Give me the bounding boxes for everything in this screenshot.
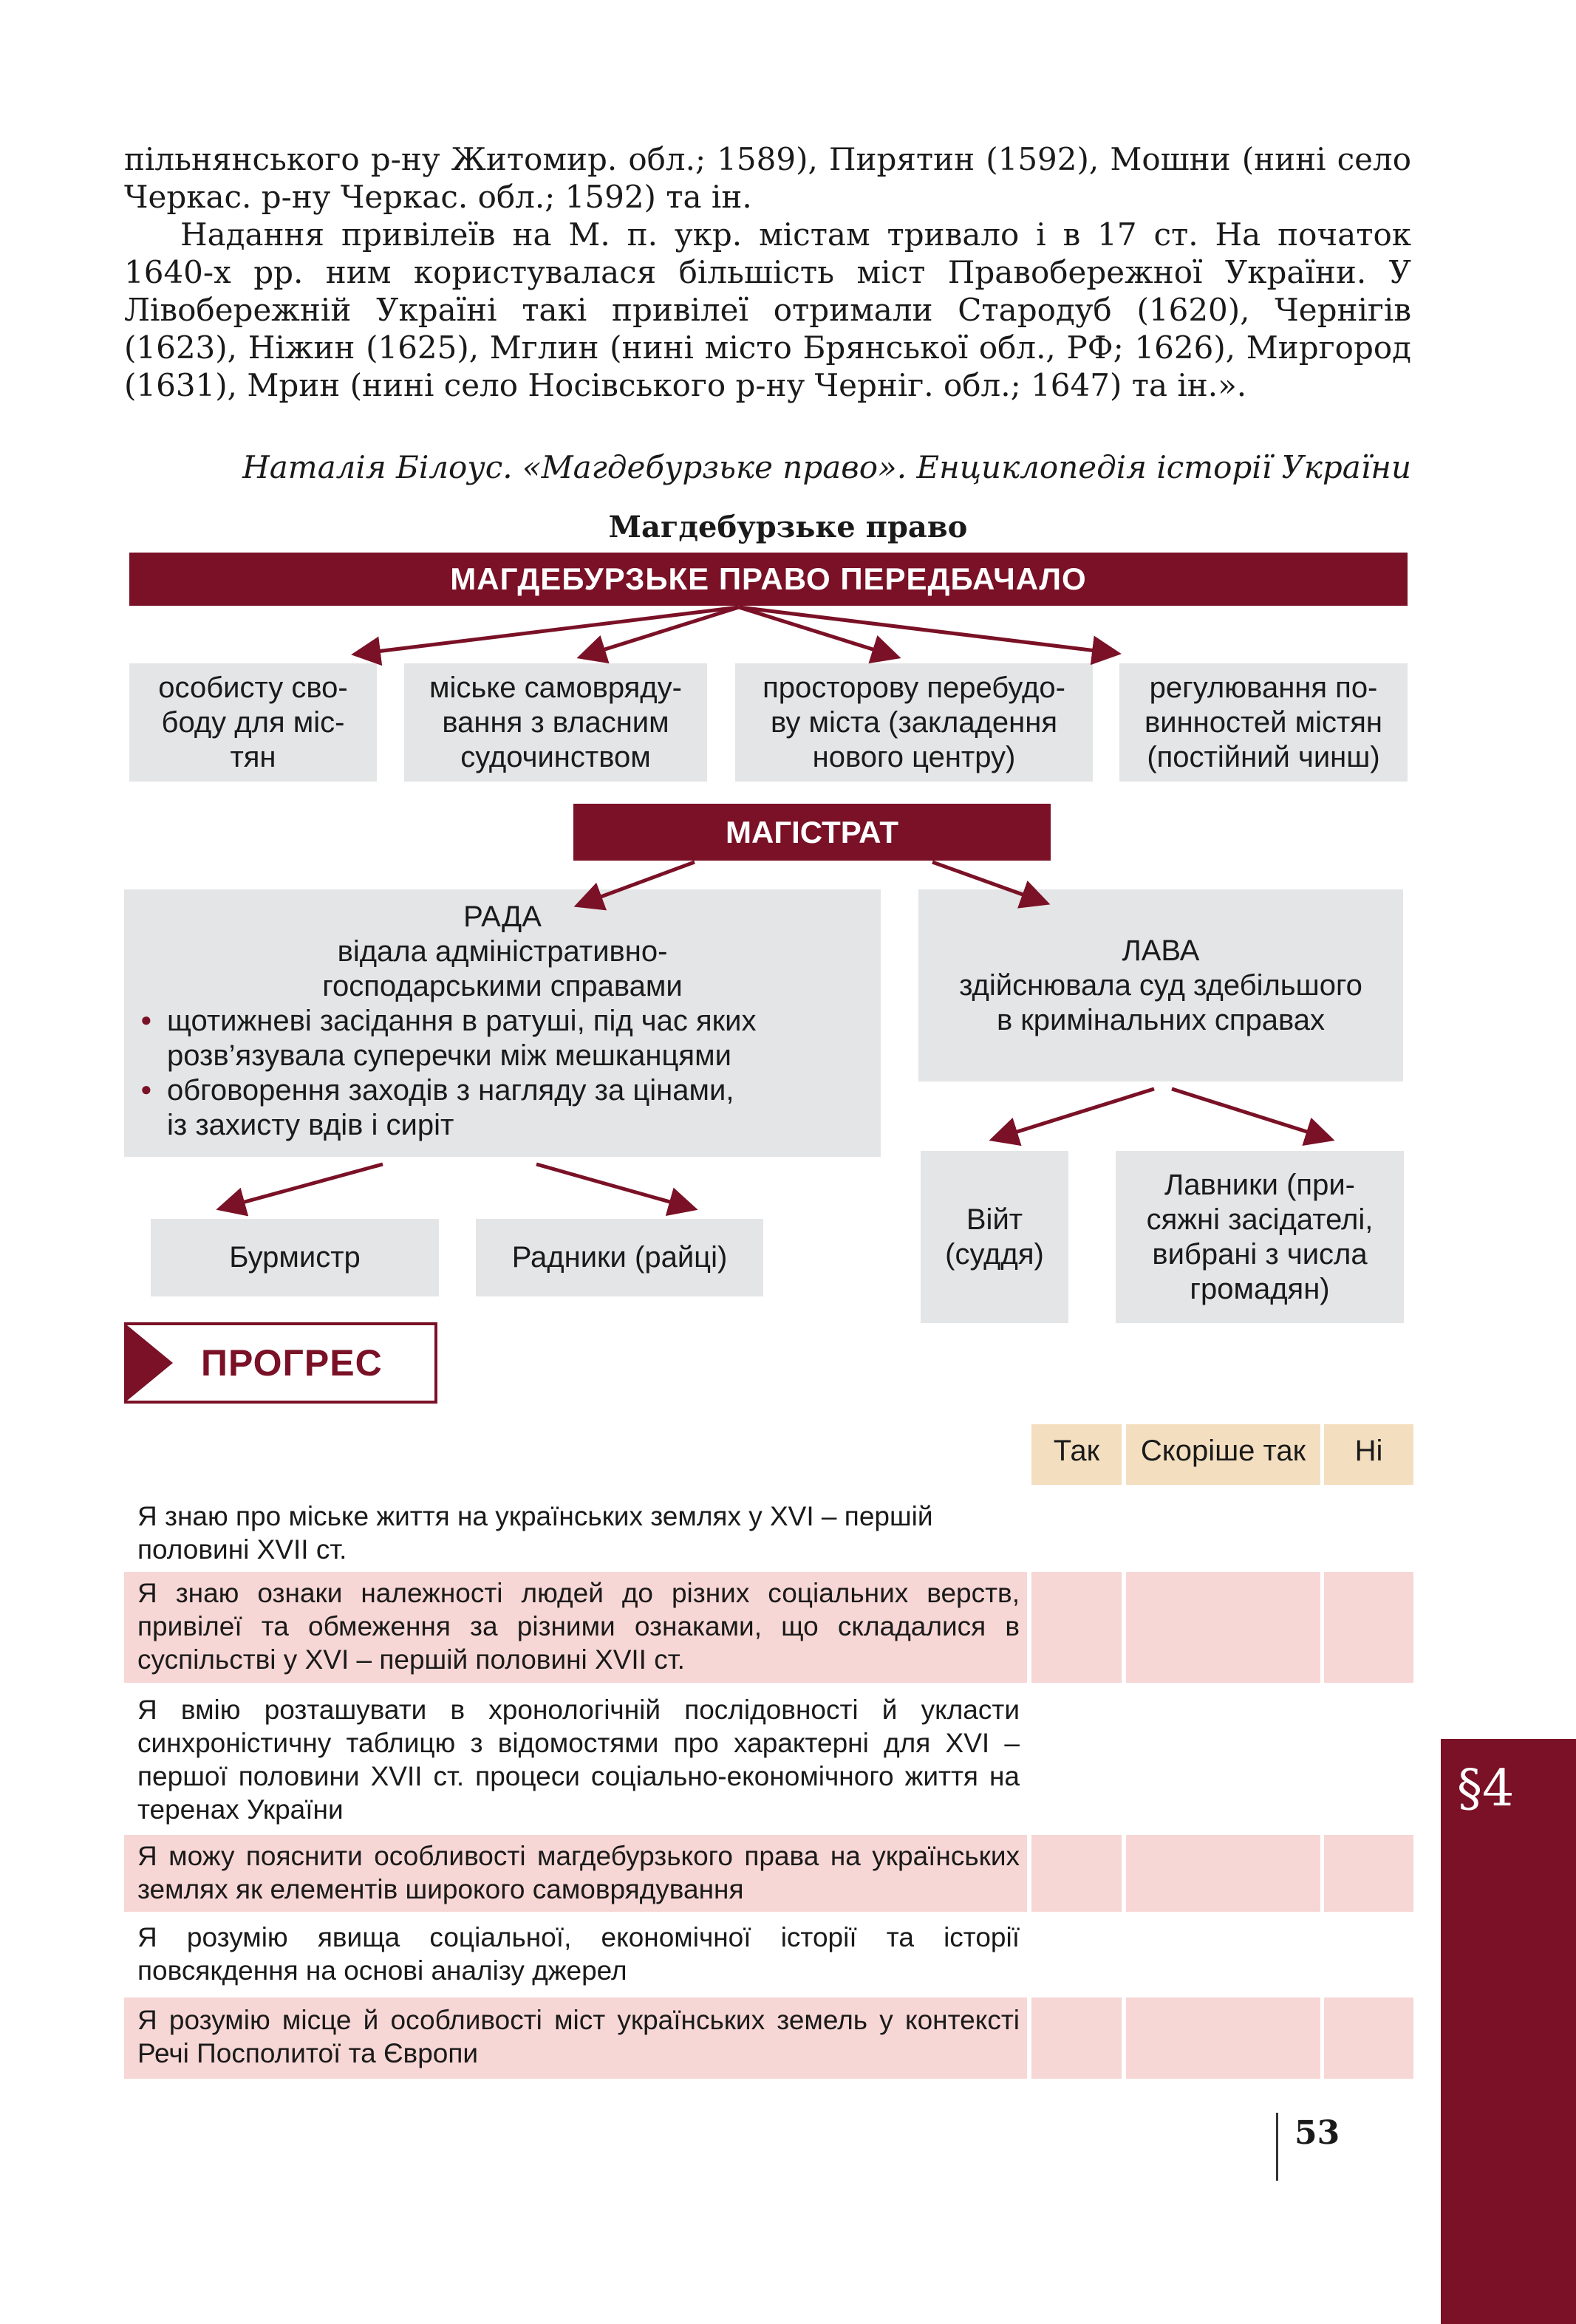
rada-heading: РАДА відала адміністративно- господарськими справами — [322, 900, 683, 1002]
arrow — [358, 607, 739, 654]
answer-cell-no[interactable] — [1324, 1572, 1413, 1683]
row-statement: Я можу пояснити особливості магдебурзького права на українських землях як елементів широкого самоврядування — [124, 1835, 1027, 1912]
arrow — [581, 862, 695, 904]
arrow — [739, 607, 894, 656]
answer-cell-no[interactable] — [1324, 1687, 1413, 1831]
answer-cell-rather-yes[interactable] — [1126, 1916, 1320, 1993]
answer-cell-rather-yes[interactable] — [1126, 1497, 1320, 1568]
diagram-title: Магдебурзьке право — [608, 510, 968, 544]
table-row — [124, 1916, 1413, 1993]
burmistr-text: Бурмистр — [229, 1241, 361, 1274]
page-number: 53 — [1294, 2114, 1340, 2152]
answer-cell-rather-yes[interactable] — [1126, 1835, 1320, 1912]
table-row — [124, 1497, 1413, 1568]
page-number-divider — [1276, 2113, 1278, 2181]
answer-cell-yes[interactable] — [1031, 1687, 1122, 1831]
answer-cell-rather-yes[interactable] — [1126, 1997, 1320, 2079]
row-statement: Я знаю про міське життя на українських землях у XVI – першій половині XVII ст. — [137, 1501, 933, 1565]
arrow — [1172, 1089, 1328, 1138]
lava-text: ЛАВА здійснювала суд здебільшого в кримінальних справах — [959, 934, 1362, 1036]
table-row — [124, 1835, 1413, 1912]
provision-text: особисту сво- боду для міс- тян — [158, 671, 348, 773]
answer-cell-yes[interactable] — [1031, 1572, 1122, 1683]
row-statement: Я розумію місце й особливості міст українських земель у контексті Речі Посполитої та Європи — [124, 1997, 1027, 2079]
citation: Наталія Білоус. «Магдебурзьке право». Енциклопедія історії України — [242, 449, 1411, 485]
arrow — [932, 862, 1043, 902]
row-statement: Я знаю ознаки належності людей до різних соціальних верств, привілеї та обмеження за різними ознаками, що складалися в суспільстві у XVI – першій половині XVII ст. — [124, 1572, 1027, 1683]
answer-cell-yes[interactable] — [1031, 1497, 1122, 1568]
column-no: Ні — [1324, 1424, 1413, 1485]
table-row — [124, 1997, 1413, 2079]
triangle-icon — [127, 1325, 176, 1401]
provision-text: міське самовряду- вання з власним судочинством — [429, 671, 682, 773]
answer-cell-rather-yes[interactable] — [1126, 1572, 1320, 1683]
answer-cell-yes[interactable] — [1031, 1916, 1122, 1993]
section-tab — [1441, 1739, 1576, 2324]
magistrat-banner: МАГІСТРАТ — [573, 804, 1051, 861]
main-banner: МАГДЕБУРЗЬКЕ ПРАВО ПЕРЕДБАЧАЛО — [129, 553, 1408, 606]
arrow — [584, 607, 739, 656]
column-rather-yes: Скоріше так — [1126, 1424, 1320, 1485]
intro-line: пільнянського р-ну Житомир. обл.; 1589), Пирятин (1592), Мошни (нині село Черкас. р-ну Черкас. обл.; 1592) та ін. — [124, 141, 1411, 215]
arrow — [536, 1164, 691, 1208]
arrow — [223, 1164, 383, 1208]
rada-bullet: ● щотижневі засідання в ратуші, під час яких розв’язувала суперечки між мешканцями — [167, 1004, 881, 1073]
row-statement: Я вмію розташувати в хронологічній послідовності й укласти синхроністичну таблицю з відомостями про характерні для XVI – першої половини XVII ст. процеси соціально-економічного життя на теренах України — [137, 1695, 1020, 1825]
viyt-text: Війт (суддя) — [945, 1203, 1044, 1271]
radnyky-text: Радники (райці) — [511, 1241, 728, 1274]
provision-text: регулювання по- винностей містян (постійний чинш) — [1144, 671, 1383, 773]
section-tab-label: §4 — [1457, 1760, 1515, 1818]
intro-paragraph: Надання привілеїв на М. п. укр. містам тривало і в 17 ст. На початок 1640-х рр. ним користувалася більшість міст Правобережної України. У Лівобережній Україні такі привілеї отримали Стародуб (1620), Чернігів (1623), Ніжин (1625), Мглин (нині місто Брянської обл., РФ; 1626), Миргород (1631), Мрин (нині село Носівського р-ну Черніг. обл.; 1647) та ін.». — [124, 216, 1411, 403]
answer-cell-no[interactable] — [1324, 1835, 1413, 1912]
answer-cell-no[interactable] — [1324, 1916, 1413, 1993]
progress-header — [124, 1322, 437, 1404]
rada-bullet: ● обговорення заходів з нагляду за цінами, із захисту вдів і сиріт — [167, 1073, 881, 1143]
answer-cell-no[interactable] — [1324, 1997, 1413, 2079]
row-statement: Я розумію явища соціальної, економічної історії та історії повсякдення на основі аналізу джерел — [137, 1922, 1020, 1986]
arrow — [996, 1089, 1154, 1138]
arrow — [739, 607, 1114, 653]
answer-cell-yes[interactable] — [1031, 1997, 1122, 2079]
answer-cell-no[interactable] — [1324, 1497, 1413, 1568]
column-yes: Так — [1031, 1424, 1122, 1485]
lavnyky-text: Лавники (при- сяжні засідателі, вибрані з числа громадян) — [1146, 1168, 1374, 1305]
answer-cell-yes[interactable] — [1031, 1835, 1122, 1912]
provision-text: просторову перебудо- ву міста (закладення нового центру) — [763, 671, 1065, 773]
progress-label: ПРОГРЕС — [201, 1342, 383, 1384]
answer-cell-rather-yes[interactable] — [1126, 1687, 1320, 1831]
table-row — [124, 1572, 1413, 1683]
table-row — [124, 1687, 1413, 1831]
